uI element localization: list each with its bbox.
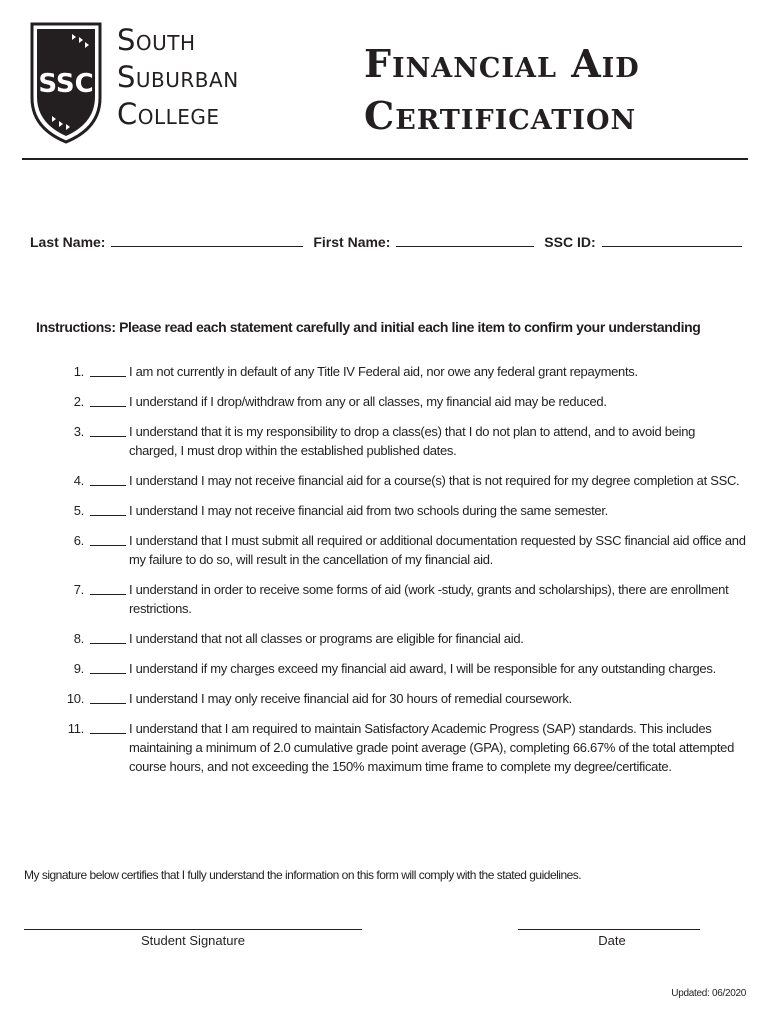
form-title-line: Financial Aid: [364, 41, 640, 86]
statement-item: [56, 471, 746, 490]
form-title: [364, 38, 640, 142]
statement-item: [56, 501, 746, 520]
header-divider: [22, 158, 748, 160]
logo-text: SSC: [38, 69, 94, 99]
statement-item: [56, 392, 746, 411]
statement-text: I understand that not all classes or programs are eligible for financial aid.: [129, 631, 524, 646]
last-name-label: Last Name:: [30, 234, 106, 250]
statement-number: 2.: [73, 394, 84, 409]
statement-text: I understand that I must submit all required or additional documentation requested by SSC financial aid office and my failure to do so, will result in the cancellation of my financial aid.: [129, 533, 746, 567]
statement-number: 3.: [73, 424, 84, 439]
statement-text: I understand that it is my responsibility to drop a class(es) that I do not plan to attend, and to avoid being charged, I must drop within the established published dates.: [129, 424, 696, 458]
statement-text: I understand I may not receive financial aid from two schools during the same semester.: [129, 503, 608, 518]
updated-date: Updated: 06/2020: [671, 988, 746, 999]
statement-number: 7.: [73, 582, 84, 597]
statement-text: I understand that I am required to maintain Satisfactory Academic Progress (SAP) standards. This includes maintaining a minimum of 2.0 cumulative grade point average (GPA), completing 66.67% of the total attempted course hours, and not exceeding the 150% maximum time frame to complete my degree/certificate.: [129, 721, 735, 774]
statement-text: I understand I may not receive financial aid for a course(s) that is not required for my degree completion at SSC.: [129, 473, 740, 488]
first-name-field[interactable]: [396, 234, 534, 247]
initial-field[interactable]: [90, 545, 126, 546]
certification-statement: My signature below certifies that I fully understand the information on this form will comply with the stated guidelines.: [24, 868, 582, 882]
statement-number: 10.: [66, 691, 84, 706]
initial-field[interactable]: [90, 703, 126, 704]
instructions-text: Instructions: Please read each statement carefully and initial each line item to confirm your understanding: [36, 319, 701, 335]
initial-field[interactable]: [90, 406, 126, 407]
initial-field[interactable]: [90, 594, 126, 595]
statement-list: [56, 362, 746, 776]
student-signature-label: Student Signature: [140, 933, 246, 948]
statement-item: [56, 580, 746, 618]
statement-text: I understand if my charges exceed my financial aid award, I will be responsible for any outstanding charges.: [129, 661, 716, 676]
college-name-line: Suburban: [117, 60, 239, 94]
statement-text: I understand in order to receive some forms of aid (work -study, grants and scholarships), there are enrollment restrictions.: [129, 582, 729, 616]
statement-number: 9.: [73, 661, 84, 676]
statement-number: 11.: [67, 721, 84, 736]
initial-field[interactable]: [90, 733, 126, 734]
date-field[interactable]: [518, 929, 700, 930]
statement-number: 1.: [73, 364, 84, 379]
ssc-id-label: SSC ID:: [544, 234, 596, 250]
college-name-line: College: [117, 97, 220, 131]
initial-field[interactable]: [90, 515, 126, 516]
statement-number: 5.: [73, 503, 84, 518]
statement-item: [56, 422, 746, 460]
initial-field[interactable]: [90, 673, 126, 674]
initial-field[interactable]: [90, 376, 126, 377]
last-name-field[interactable]: [111, 234, 303, 247]
statement-item: [56, 659, 746, 678]
ssc-shield-logo: [28, 20, 104, 146]
student-id-row: [30, 234, 740, 250]
college-name: [117, 22, 239, 133]
student-signature-field[interactable]: [24, 929, 362, 930]
initial-field[interactable]: [90, 485, 126, 486]
date-label: Date: [598, 933, 626, 948]
statement-item: [56, 689, 746, 708]
statement-number: 4.: [73, 473, 84, 488]
form-title-line: Certification: [364, 93, 637, 138]
college-name-line: South: [117, 23, 196, 57]
initial-field[interactable]: [90, 643, 126, 644]
statement-item: [56, 719, 746, 776]
statement-text: I understand if I drop/withdraw from any or all classes, my financial aid may be reduced.: [129, 394, 607, 409]
statement-item: [56, 531, 746, 569]
statement-item: [56, 362, 746, 381]
statement-text: I am not currently in default of any Title IV Federal aid, nor owe any federal grant repayments.: [129, 364, 638, 379]
first-name-label: First Name:: [313, 234, 391, 250]
initial-field[interactable]: [90, 436, 126, 437]
statement-item: [56, 629, 746, 648]
ssc-id-field[interactable]: [602, 234, 742, 247]
statement-text: I understand I may only receive financial aid for 30 hours of remedial coursework.: [129, 691, 572, 706]
statement-number: 8.: [73, 631, 84, 646]
statement-number: 6.: [73, 533, 84, 548]
